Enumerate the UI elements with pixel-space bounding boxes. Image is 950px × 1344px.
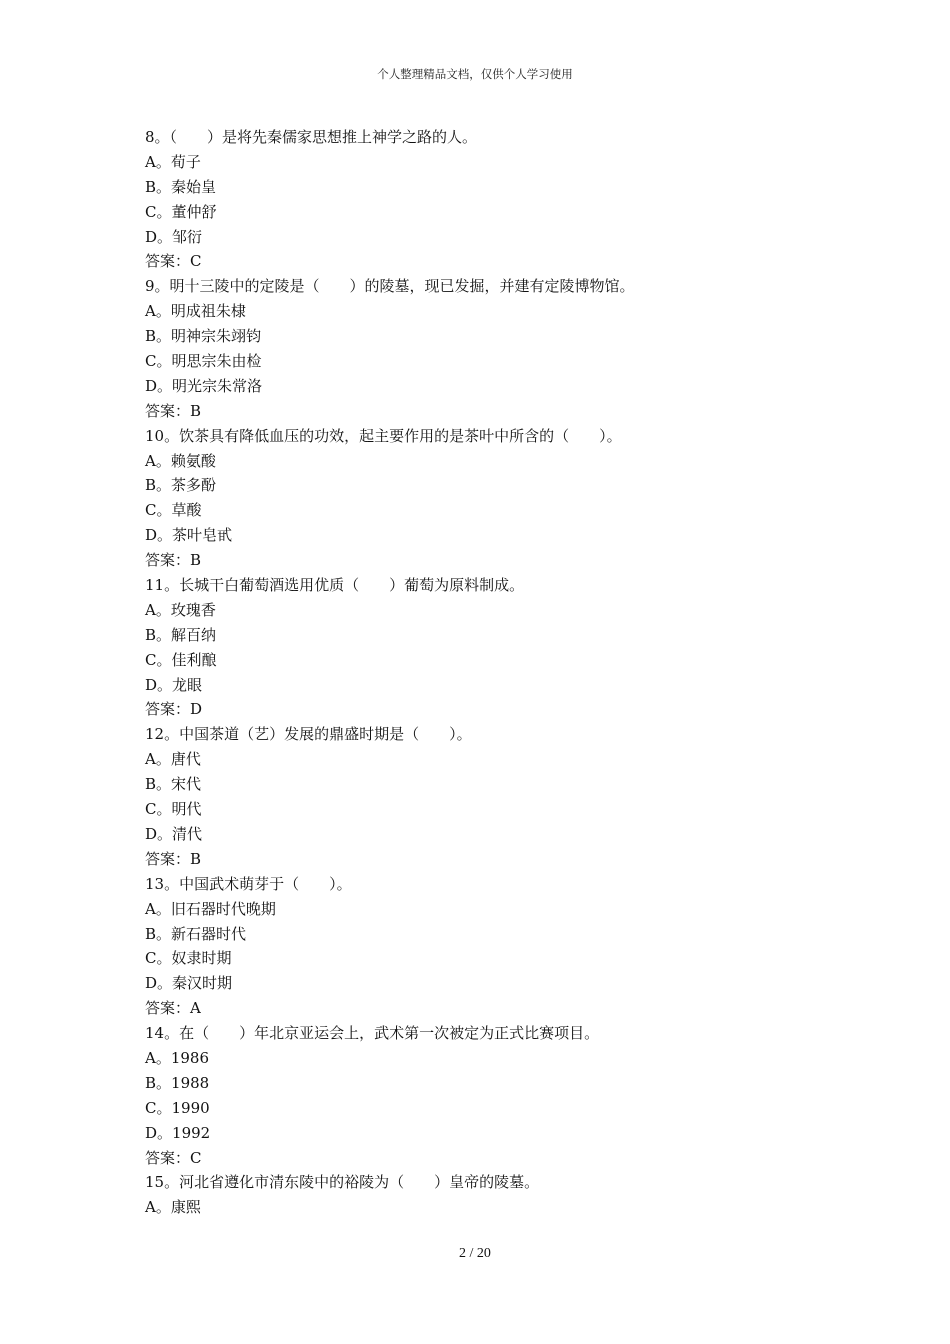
option-c: C。董仲舒	[145, 202, 217, 221]
option-c: C。草酸	[145, 501, 202, 520]
option-c: C。明代	[145, 800, 202, 819]
option-a: A。玫瑰香	[145, 600, 216, 619]
answer: 答案：B	[145, 551, 202, 570]
option-a: A。明成祖朱棣	[145, 302, 246, 321]
question-stem: 11。长城干白葡萄酒选用优质（ ）葡萄为原料制成。	[145, 576, 525, 595]
question-stem: 8。（ ）是将先秦儒家思想推上神学之路的人。	[145, 128, 478, 146]
option-d: D。龙眼	[145, 675, 203, 694]
option-b: B。宋代	[145, 775, 202, 794]
option-a: A。旧石器时代晚期	[145, 899, 276, 918]
option-b: B。1988	[145, 1073, 210, 1092]
answer: 答案：B	[145, 401, 202, 420]
answer: 答案：D	[145, 700, 203, 719]
question-stem: 15。河北省遵化市清东陵中的裕陵为（ ）皇帝的陵墓。	[145, 1173, 540, 1192]
option-c: C。奴隶时期	[145, 949, 232, 968]
option-a: A。荀子	[145, 152, 201, 171]
question-15	[145, 1170, 825, 1220]
option-a: A。唐代	[145, 750, 201, 769]
option-b: B。解百纳	[145, 625, 217, 644]
option-d: D。1992	[145, 1123, 211, 1142]
option-b: B。新石器时代	[145, 924, 247, 943]
question-11	[145, 573, 825, 722]
option-d: D。清代	[145, 824, 203, 843]
page-number: 2 / 20	[459, 1246, 491, 1261]
option-d: D。明光宗朱常洛	[145, 376, 263, 395]
question-10	[145, 424, 825, 573]
option-b: B。秦始皇	[145, 177, 217, 196]
question-12	[145, 722, 825, 871]
question-stem: 9。明十三陵中的定陵是（ ）的陵墓，现已发掘，并建有定陵博物馆。	[145, 277, 635, 296]
option-d: D。秦汉时期	[145, 974, 233, 993]
question-stem: 13。中国武术萌芽于（ ）。	[145, 874, 352, 893]
question-14	[145, 1021, 825, 1170]
question-list	[145, 125, 825, 1220]
option-c: C。佳利酿	[145, 650, 217, 669]
answer: 答案：C	[145, 252, 202, 271]
question-13	[145, 872, 825, 1021]
question-stem: 12。中国茶道（艺）发展的鼎盛时期是（ ）。	[145, 725, 472, 744]
option-a: A。康熙	[145, 1198, 201, 1217]
option-d: D。邹衍	[145, 227, 203, 246]
option-c: C。1990	[145, 1098, 210, 1117]
question-stem: 14。在（ ）年北京亚运会上，武术第一次被定为正式比赛项目。	[145, 1024, 600, 1043]
option-b: B。明神宗朱翊钧	[145, 327, 262, 346]
option-a: A。赖氨酸	[145, 451, 216, 470]
answer: 答案：C	[145, 1148, 202, 1167]
option-b: B。茶多酚	[145, 476, 217, 495]
question-9	[145, 274, 825, 423]
option-d: D。茶叶皂甙	[145, 526, 233, 545]
question-stem: 10。饮茶具有降低血压的功效，起主要作用的是茶叶中所含的（ ）。	[145, 426, 622, 445]
option-c: C。明思宗朱由检	[145, 352, 262, 371]
page-header: 个人整理精品文档，仅供个人学习使用	[377, 67, 573, 81]
question-8	[145, 125, 825, 274]
answer: 答案：A	[145, 999, 201, 1018]
option-a: A。1986	[145, 1048, 210, 1067]
answer: 答案：B	[145, 849, 202, 868]
